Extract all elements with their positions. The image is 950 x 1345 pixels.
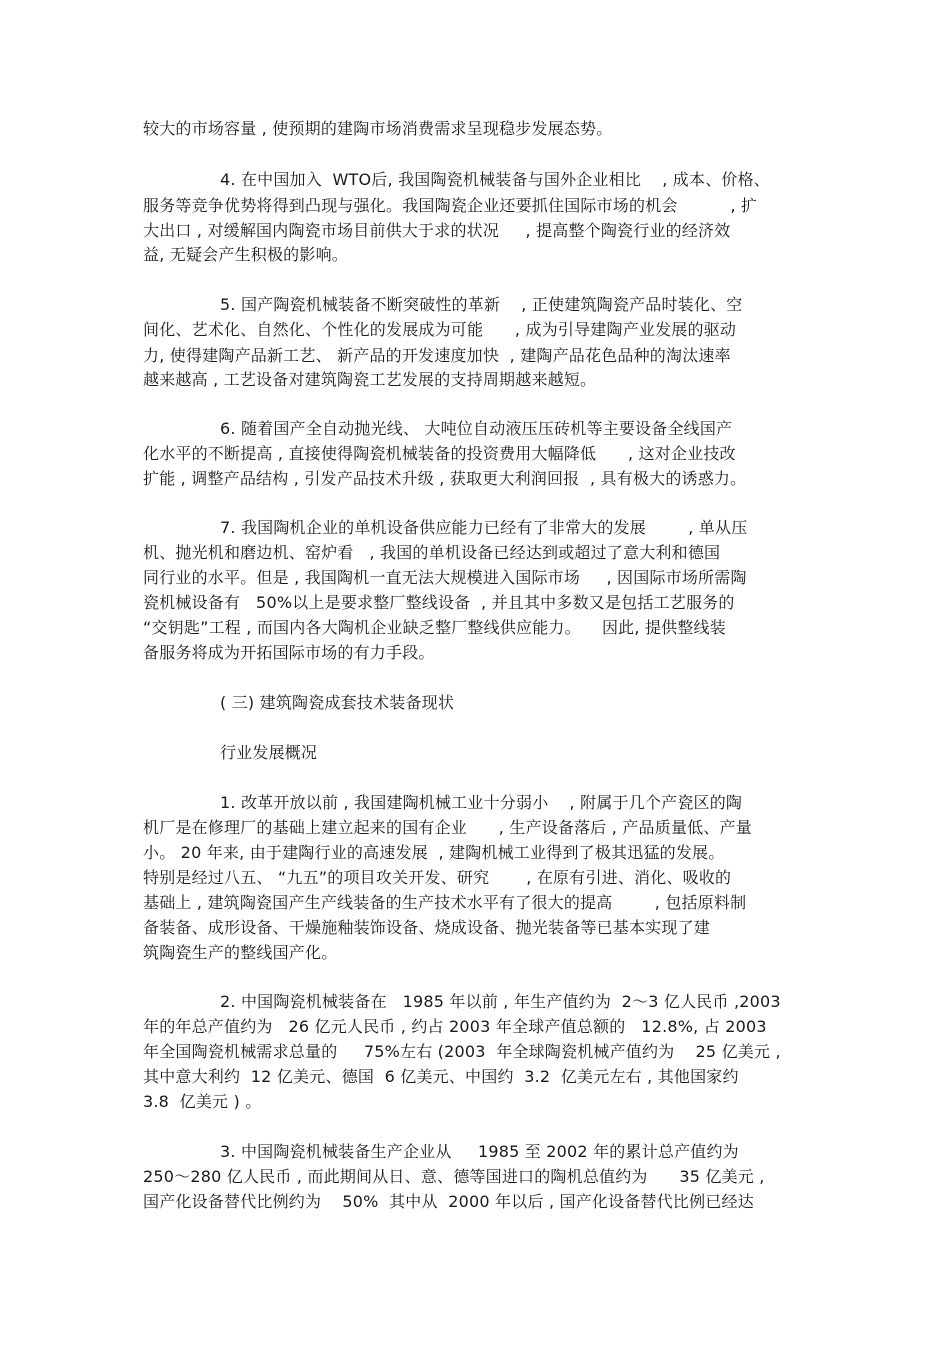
paragraph-line: 瓷机械设备有 50%以上是要求整厂整线设备 , 并且其中多数又是包括工艺服务的 bbox=[143, 593, 735, 612]
paragraph-line: 其中意大利约 12 亿美元、德国 6 亿美元、中国约 3.2 亿美元左右 , 其他国家约 bbox=[143, 1067, 739, 1086]
paragraph-line: 备服务将成为开拓国际市场的有力手段。 bbox=[143, 643, 435, 662]
paragraph-line: 年全国陶瓷机械需求总量的 75%左右 (2003 年全球陶瓷机械产值约为 25 亿美元 , bbox=[143, 1042, 781, 1061]
paragraph-line: 3. 中国陶瓷机械装备生产企业从 1985 至 2002 年的累计总产值约为 bbox=[220, 1142, 739, 1161]
paragraph-line: 国产化设备替代比例约为 50% 其中从 2000 年以后 , 国产化设备替代比例已经达 bbox=[143, 1192, 754, 1211]
paragraph-line: 7. 我国陶机企业的单机设备供应能力已经有了非常大的发展 , 单从压 bbox=[220, 518, 748, 537]
paragraph-line: 筑陶瓷生产的整线国产化。 bbox=[143, 943, 338, 962]
paragraph-line: 6. 随着国产全自动抛光线、 大吨位自动液压压砖机等主要设备全线国产 bbox=[220, 419, 733, 438]
paragraph-line: 年的年总产值约为 26 亿元人民币 , 约占 2003 年全球产值总额的 12.8%, 占 2003 bbox=[143, 1017, 767, 1036]
paragraph-line: 3.8 亿美元 ) 。 bbox=[143, 1092, 262, 1111]
paragraph-line: 服务等竞争优势将得到凸现与强化。我国陶瓷企业还要抓住国际市场的机会 , 扩 bbox=[143, 196, 758, 215]
paragraph-line: 备装备、成形设备、干燥施釉装饰设备、烧成设备、抛光装备等已基本实现了建 bbox=[143, 918, 711, 937]
paragraph-line: “交钥匙”工程 , 而国内各大陶机企业缺乏整厂整线供应能力。 因此, 提供整线装 bbox=[143, 618, 726, 637]
paragraph-line: 力, 使得建陶产品新工艺、 新产品的开发速度加快 , 建陶产品花色品种的淘汰速率 bbox=[143, 346, 731, 365]
paragraph-line: 同行业的水平。但是 , 我国陶机一直无法大规模进入国际市场 , 因国际市场所需陶 bbox=[143, 568, 747, 587]
paragraph-line: 1. 改革开放以前 , 我国建陶机械工业十分弱小 , 附属于几个产瓷区的陶 bbox=[220, 793, 743, 812]
section-heading: ( 三) 建筑陶瓷成套技术装备现状 bbox=[220, 693, 455, 712]
paragraph-line: 特别是经过八五、 “九五”的项目攻关开发、研究 , 在原有引进、消化、吸收的 bbox=[143, 868, 732, 887]
paragraph-line: 5. 国产陶瓷机械装备不断突破性的革新 , 正使建筑陶瓷产品时装化、空 bbox=[220, 295, 743, 314]
paragraph-line: 越来越高 , 工艺设备对建筑陶瓷工艺发展的支持周期越来越短。 bbox=[143, 370, 597, 389]
paragraph-line: 较大的市场容量 , 使预期的建陶市场消费需求呈现稳步发展态势。 bbox=[143, 119, 613, 138]
paragraph-line: 化水平的不断提高 , 直接使得陶瓷机械装备的投资费用大幅降低 , 这对企业技改 bbox=[143, 444, 736, 463]
paragraph-line: 机厂是在修理厂的基础上建立起来的国有企业 , 生产设备落后 , 产品质量低、产量 bbox=[143, 818, 752, 837]
paragraph-line: 间化、艺术化、自然化、个性化的发展成为可能 , 成为引导建陶产业发展的驱动 bbox=[143, 320, 737, 339]
subsection-heading: 行业发展概况 bbox=[220, 743, 318, 762]
paragraph-line: 机、抛光机和磨边机、窑炉看 , 我国的单机设备已经达到或超过了意大利和德国 bbox=[143, 543, 721, 562]
paragraph-line: 250～280 亿人民币 , 而此期间从日、意、德等国进口的陶机总值约为 35 亿美元 , bbox=[143, 1167, 765, 1186]
paragraph-line: 4. 在中国加入 WTO后, 我国陶瓷机械装备与国外企业相比 , 成本、价格、 bbox=[220, 170, 770, 189]
paragraph-line: 扩能 , 调整产品结构 , 引发产品技术升级 , 获取更大利润回报 , 具有极大的诱惑力。 bbox=[143, 469, 747, 488]
paragraph-line: 大出口 , 对缓解国内陶瓷市场目前供大于求的状况 , 提高整个陶瓷行业的经济效 bbox=[143, 221, 731, 240]
paragraph-line: 小。 20 年来, 由于建陶行业的高速发展 , 建陶机械工业得到了极其迅猛的发展。 bbox=[143, 843, 725, 862]
paragraph-line: 益, 无疑会产生积极的影响。 bbox=[143, 245, 348, 264]
paragraph-line: 基础上 , 建筑陶瓷国产生产线装备的生产技术水平有了很大的提高 , 包括原料制 bbox=[143, 893, 747, 912]
paragraph-line: 2. 中国陶瓷机械装备在 1985 年以前 , 年生产值约为 2～3 亿人民币 ,2003 bbox=[220, 992, 781, 1011]
